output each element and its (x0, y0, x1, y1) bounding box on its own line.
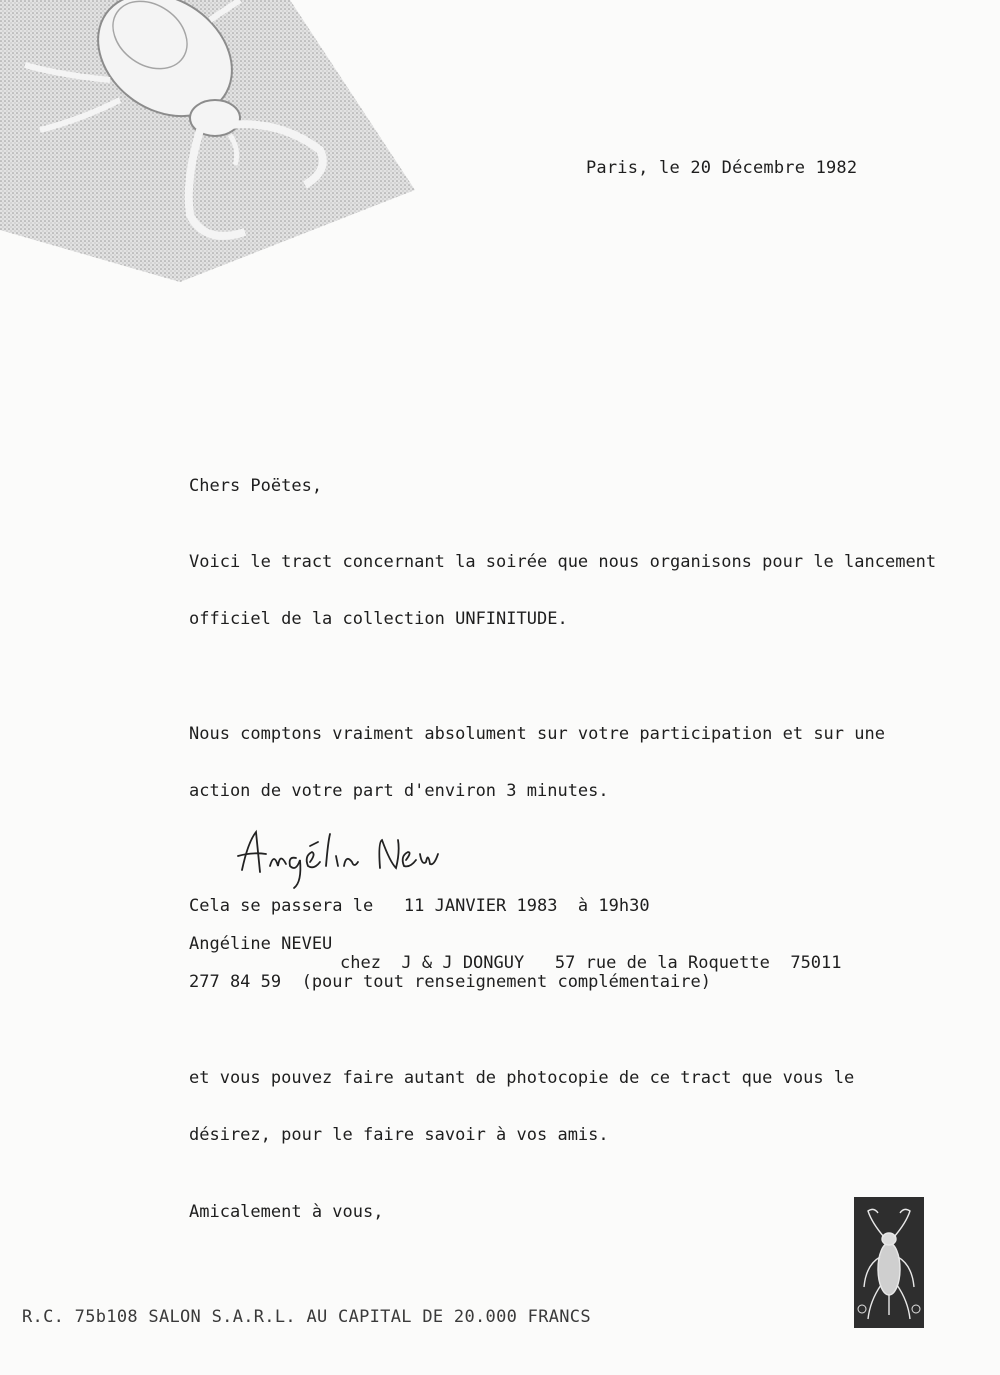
paragraph-2-line-1: Nous comptons vraiment absolument sur votre participation et sur une (189, 724, 885, 744)
paragraph-1 (189, 515, 937, 667)
letter-date: Paris, le 20 Décembre 1982 (586, 158, 858, 178)
paragraph-3-line-1: Cela se passera le 11 JANVIER 1983 à 19h30 (189, 896, 650, 916)
company-footer: R.C. 75b108 SALON S.A.R.L. AU CAPITAL DE 20.000 FRANCS (22, 1307, 591, 1327)
closing: Amicalement à vous, (189, 1202, 384, 1222)
paragraph-4 (189, 1031, 929, 1183)
paragraph-4-line-1: et vous pouvez faire autant de photocopie de ce tract que vous le (189, 1068, 855, 1088)
paragraph-1-line-2: officiel de la collection UNFINITUDE. (189, 609, 568, 629)
beetle-corner-illustration (0, 0, 420, 285)
paragraph-3-line-2: chez J & J DONGUY 57 rue de la Roquette 75011 (340, 953, 842, 973)
beetle-small-illustration (854, 1197, 924, 1328)
paragraph-4-line-2: désirez, pour le faire savoir à vos amis. (189, 1125, 609, 1145)
paragraph-2 (189, 687, 929, 839)
sender-name: Angéline NEVEU (189, 934, 333, 954)
greeting: Chers Poëtes, (189, 476, 323, 496)
handwritten-signature (230, 822, 450, 892)
paragraph-1-line-1: Voici le tract concernant la soirée que nous organisons pour le lancement (189, 552, 937, 572)
paragraph-2-line-2: action de votre part d'environ 3 minutes. (189, 781, 609, 801)
sender-phone: 277 84 59 (pour tout renseignement complémentaire) (189, 972, 711, 992)
